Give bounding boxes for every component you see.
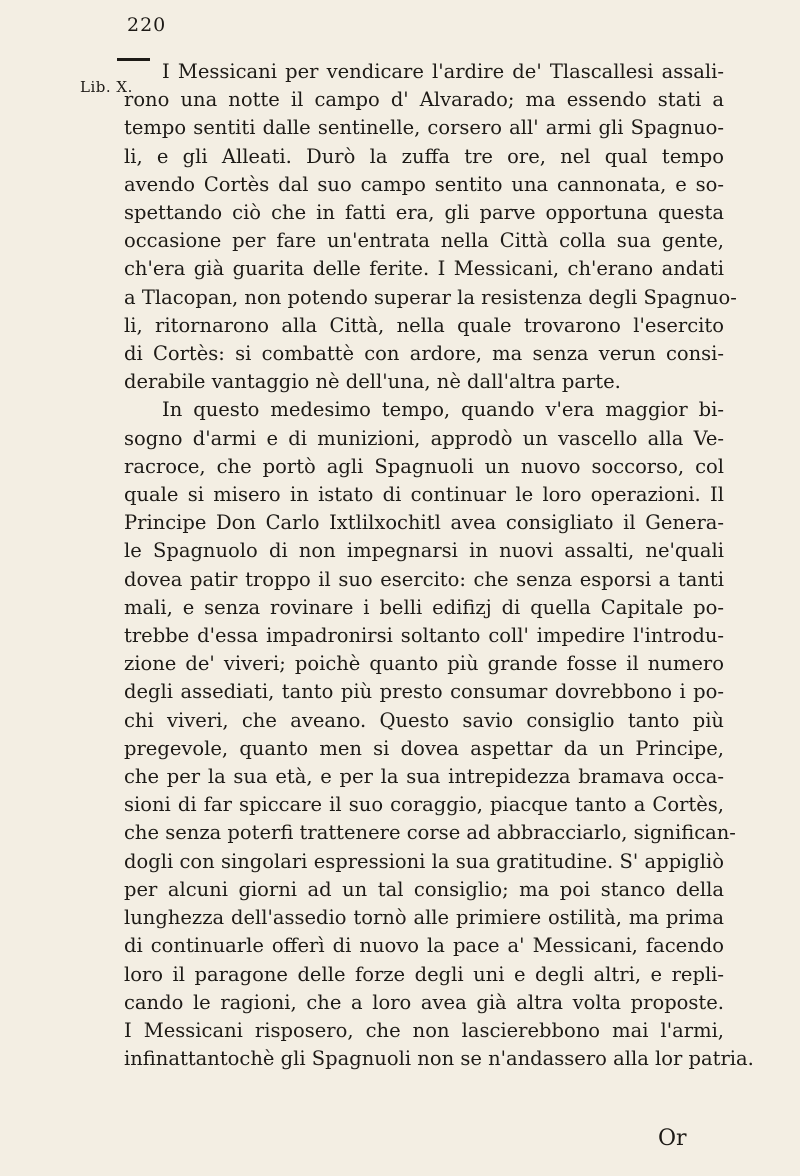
text-line: pregevole, quanto men si dovea aspettar da un Principe, — [124, 736, 724, 760]
text-line: quale si misero in istato di continuar le loro operazioni. Il — [124, 483, 724, 507]
margin-note: Lib. X. — [80, 78, 133, 96]
text-line: sioni di far spiccare il suo coraggio, piacque tanto a Cortès, — [124, 793, 724, 817]
catchword: Or — [658, 1126, 687, 1151]
text-line: chi viveri, che aveano. Questo savio consiglio tanto più — [124, 708, 724, 732]
text-line: loro il paragone delle forze degli uni e degli altri, e repli- — [124, 962, 724, 986]
text-line: di Cortès: si combattè con ardore, ma senza verun consi- — [124, 342, 724, 366]
text-line: cando le ragioni, che a loro avea già altra volta proposte. — [124, 990, 724, 1014]
text-line: dogli con singolari espressioni la sua gratitudine. S' appigliò — [124, 849, 724, 873]
text-line: sogno d'armi e di munizioni, approdò un vascello alla Ve- — [124, 426, 724, 450]
text-line: racroce, che portò agli Spagnuoli un nuovo soccorso, col — [124, 454, 724, 478]
text-line: Principe Don Carlo Ixtlilxochitl avea consigliato il Genera- — [124, 511, 724, 535]
text-line: avendo Cortès dal suo campo sentito una cannonata, e so- — [124, 172, 724, 196]
text-line: I Messicani risposero, che non lascierebbono mai l'armi, — [124, 1018, 724, 1042]
text-line: a Tlacopan, non potendo superar la resistenza degli Spagnuo- — [124, 285, 737, 309]
text-line: per alcuni giorni ad un tal consiglio; ma poi stanco della — [124, 877, 724, 901]
page-number: 220 — [127, 14, 167, 36]
text-line: mali, e senza rovinare i belli edifizj di quella Capitale po- — [124, 595, 724, 619]
text-line: le Spagnuolo di non impegnarsi in nuovi assalti, ne'quali — [124, 539, 724, 563]
text-line: li, ritornarono alla Città, nella quale trovarono l'esercito — [124, 313, 724, 337]
text-line: occasione per fare un'entrata nella Città colla sua gente, — [124, 229, 724, 253]
text-line: lunghezza dell'assedio tornò alle primiere ostilità, ma prima — [124, 906, 724, 930]
text-line: che senza poterfi trattenere corse ad abbracciarlo, significan- — [124, 821, 736, 845]
text-line: I Messicani per vendicare l'ardire de' Tlascallesi assali- — [162, 60, 724, 83]
text-line: degli assediati, tanto più presto consumar dovrebbono i po- — [124, 680, 724, 704]
text-line: di continuarle offerì di nuovo la pace a' Messicani, facendo — [124, 934, 724, 958]
text-line: che per la sua età, e per la sua intrepidezza bramava occa- — [124, 765, 724, 789]
text-line: zione de' viveri; poichè quanto più grande fosse il numero — [124, 652, 724, 676]
text-line: dovea patir troppo il suo esercito: che senza esporsi a tanti — [124, 567, 724, 591]
text-line: ch'era già guarita delle ferite. I Messicani, ch'erano andati — [124, 257, 724, 281]
text-line: tempo sentiti dalle sentinelle, corsero all' armi gli Spagnuo- — [124, 116, 724, 140]
text-line: infinattantochè gli Spagnuoli non se n'andassero alla lor patria. — [124, 1047, 754, 1071]
text-line: In questo medesimo tempo, quando v'era maggior bi- — [162, 398, 724, 422]
text-line: trebbe d'essa impadronirsi soltanto coll' impedire l'introdu- — [124, 624, 724, 648]
text-line: rono una notte il campo d' Alvarado; ma essendo stati a — [124, 88, 724, 112]
text-line: spettando ciò che in fatti era, gli parve opportuna questa — [124, 201, 724, 225]
text-line: li, e gli Alleati. Durò la zuffa tre ore, nel qual tempo — [124, 144, 724, 168]
text-line: derabile vantaggio nè dell'una, nè dall'altra parte. — [124, 370, 621, 394]
body-text — [124, 58, 754, 1073]
